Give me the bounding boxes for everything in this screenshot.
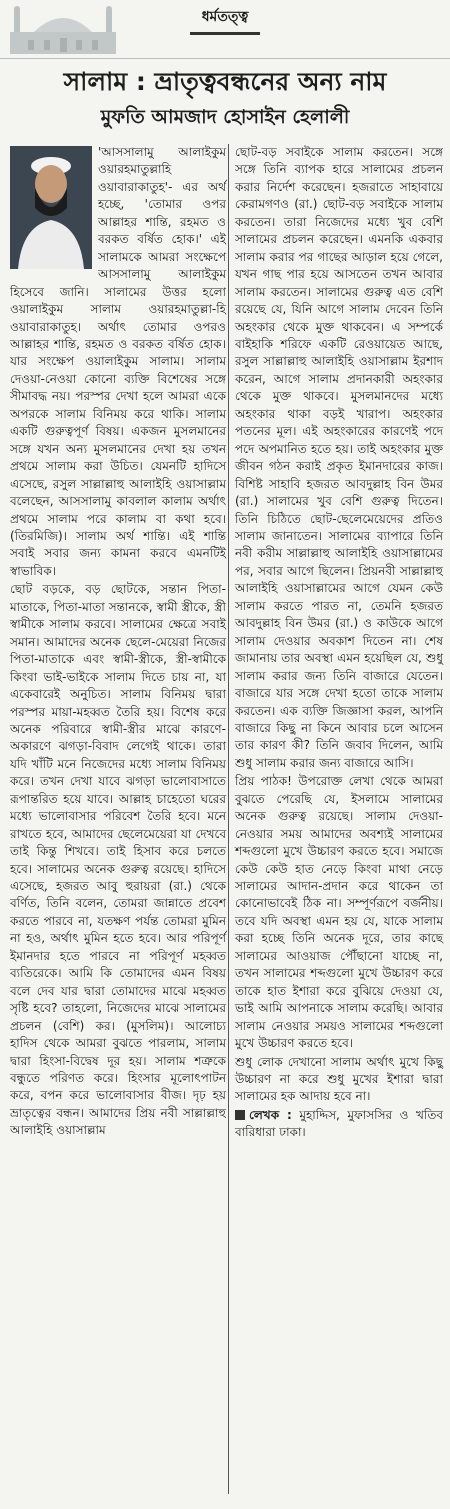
article-paragraph: শুধু লোক দেখানো সালাম অর্থাৎ মুখে কিছু উচ্চারণ না করে শুধু মুখের ইশারা দ্বারা সালামের হক আদায় হবে না। <box>235 1054 443 1104</box>
author-note <box>235 1107 443 1142</box>
author-portrait-icon <box>10 146 92 269</box>
article-paragraph: ছোট বড়কে, বড় ছোটকে, সন্তান পিতা-মাতাকে, পিতা-মাতা সন্তানকে, স্বামী স্ত্রীকে, স্ত্রী স্বামীকে সালাম করবে। সালামের ক্ষেত্রে সবাই সমান। আমাদের অনেক ছেলে-মেয়েরা নিজের পিতা-মাতাকে এবং স্বামী-স্ত্রীকে, স্ত্রী-স্বামীকে কিংবা ভাই-ভাইকে সালাম দিতে চায় না, যা একেবারেই অনুচিত। সালাম বিনিময় দ্বারা পরস্পর মায়া-মহব্বত তৈরি হয়। বিশেষ করে অনেক পরিবারে স্বামী-স্ত্রীর মাঝে কারণে-অকারণে ঝগড়া-বিবাদ লেগেই থাকে। তারা যদি খাঁটি মনে নিজেদের মধ্যে সালাম বিনিময় করে। তখন দেখা যাবে ঝগড়া ভালোবাসাতে রূপান্তরিত হয়ে যাবে। আল্লাহ চাহেতো ঘরের মধ্যে ভালোবাসার পরিবেশ তৈরি হবে। মনে রাখতে হবে, আমাদের ছেলেমেয়েরা যা দেখবে তাই কিন্তু শিখবে। তাই হিসাব করে চলতে হবে। সালামের অনেক গুরুত্ব রয়েছে। হাদিসে এসেছে, হজরত আবু হুরায়রা (রা.) থেকে বর্ণিত, তিনি বলেন, তোমরা জান্নাতে প্রবেশ করতে পারবে না, যতক্ষণ পর্যন্ত তোমরা মুমিন না হও, অর্থাৎ মুমিন হতে হবে। আর পরিপূর্ণ ইমানদার হতে পারবে না পরিপূর্ণ মহব্বত ব্যতিরেকে। আমি কি তোমাদের এমন বিষয় বলে দেব যার দ্বারা তোমাদের মাঝে মহব্বত সৃষ্টি হবে? তাহলো, নিজেদের মাঝে সালামের প্রচলন (বেশি) কর। (মুসলিম)। আলোচ্য হাদিস থেকে আমরা বুঝতে পারলাম, সালাম দ্বারা হিংসা-বিদ্বেষ দূর হয়। সালাম শত্রুকে বন্ধুতে পরিণত করে। হিংসার মূলোৎপাটন করে, বপন করে ভালোবাসার বীজ। দৃঢ় হয় ভ্রাতৃত্বের বন্ধন। আমাদের প্রিয় নবী সাল্লাল্লাহু আলাইহি ওয়াসাল্লাম <box>10 582 226 1138</box>
article-headline: সালাম : ভ্রাতৃত্ববন্ধনের অন্য নাম <box>63 67 387 96</box>
article-paragraph: 'আসসালামু আলাইকুম ওয়ারহমাতুল্লাহি ওয়াবারাকাতুহ'- এর অর্থ হচ্ছে, 'তোমার ওপর আল্লাহর শান্তি, রহমত ও বরকত বর্ষিত হোক।' এই সালামকে আমরা সংক্ষেপে আসসালামু আলাইকুম হিসেবে জানি। সালামের উত্তর হলো ওয়ালাইকুম সালাম ওয়ারহমাতুল্লা-হি ওয়াবারাকাতুহ। অর্থাৎ তোমার ওপরও আল্লাহর শান্তি, রহমত ও বরকত বর্ষিত হোক। যার সংক্ষেপ ওয়ালাইকুম সালাম। সালাম দেওয়া-নেওয়া কোনো ব্যক্তি বিশেষের সঙ্গে সীমাবদ্ধ নয়। পরস্পর দেখা হলে আমরা একে অপরকে সালাম বিনিময় করে থাকি। সালাম একটি গুরুত্বপূর্ণ বিষয়। একজন মুসলমানের সঙ্গে যখন অন্য মুসলমানের দেখা হয় তখন প্রথমে সালাম করা উচিত। যেমনটি হাদিসে এসেছে, রসুল সাল্লাল্লাহু আলাইহি ওয়াসাল্লাম বলেছেন, আসসালামু কাবলাল কালাম অর্থাৎ প্রথমে সালাম পরে কালাম বা কথা হবে। (তিরমিজি)। সালাম অর্থ শান্তি। এই শান্তি সবাই সবার জন্য কামনা করবে এমনটিই স্বাভাবিক। <box>10 145 226 578</box>
square-bullet-icon <box>235 1110 245 1120</box>
column-divider <box>228 144 229 1494</box>
article-byline: মুফতি আমজাদ হোসাইন হেলালী <box>100 106 350 128</box>
author-note-text: মুহাদ্দিস, মুফাসসির ও খতিব বারিধারা ঢাকা। <box>235 1107 444 1140</box>
article-column-left <box>10 144 226 1141</box>
author-photo <box>10 146 92 269</box>
author-note-label: লেখক : <box>249 1107 292 1122</box>
article-paragraph: প্রিয় পাঠক! উপরোক্ত লেখা থেকে আমরা বুঝতে পেরেছি যে, ইসলামে সালামের অনেক গুরুত্ব রয়েছে। সালাম দেওয়া-নেওয়ার সময় আমাদের অবশ্যই সালামের শব্দগুলো মুখে উচ্চারণ করতে হবে। সমাজে কেউ কেউ হাত নেড়ে কিংবা মাথা নেড়ে সালামের আদান-প্রদান করে থাকেন তা কোনোভাবেই ঠিক না। সম্পূর্ণরূপে বর্জনীয়। তবে যদি অবস্থা এমন হয় যে, যাকে সালাম করা হচ্ছে তিনি অনেক দূরে, তার কাছে সালামের আওয়াজ পৌঁছানো যাচ্ছে না, তখন সালামের শব্দগুলো মুখে উচ্চারণ করে তাকে হাত ইশারা করে বুঝিয়ে দেওয়া যে, ভাই আমি আপনাকে সালাম করেছি। আবার সালাম নেওয়ার সময়ও সালামের শব্দগুলো মুখে উচ্চারণ করতে হবে। <box>235 774 443 1051</box>
section-title: ধর্মতত্ত্ব <box>0 5 450 35</box>
article-column-right <box>235 144 443 1143</box>
article-paragraph: ছোট-বড় সবাইকে সালাম করতেন। সঙ্গে সঙ্গে তিনি ব্যাপক হারে সালামের প্রচলন করার নির্দেশ করেছেন। হজরাতে সাহাবায়ে কেরামগণও (রা.) ছোট-বড় সবাইকে সালাম করতেন। তারা নিজেদের মধ্যে খুব বেশি সালামের প্রচলন করেছেন। এমনকি একবার সালাম করার পর গাছের আড়াল হয়ে গেলে, যখন গাছ পার হয়ে আসতেন তখন আবার সালাম করতেন। সালামের গুরুত্ব এত বেশি রয়েছে যে, যিনি আগে সালাম দেবেন তিনি অহংকার থেকে মুক্ত থাকবেন। এ সম্পর্কে বাইহাকি শরিফে একটি রেওয়ায়েত আছে, রসুল সাল্লাল্লাহু আলাইহি ওয়াসাল্লাম ইরশাদ করেন, আগে সালাম প্রদানকারী অহংকার থেকে মুক্ত থাকবে। মুসলমানদের মধ্যে অহংকার থাকা বড়ই খারাপ। অহংকার পতনের মূল। এই অহংকারের কারণেই পদে পদে অপমানিত হতে হয়। তাই অহংকার মুক্ত জীবন গঠন করাই প্রকৃত ইমানদারের কাজ। বিশিষ্ট সাহাবি হজরত আবদুল্লাহ বিন উমর (রা.) সালামের খুব বেশি গুরুত্ব দিতেন। তিনি চিঠিতে ছোট-ছেলেমেয়েদের প্রতিও সালাম জানাতেন। সালামের ব্যাপারে তিনি নবী করীম সাল্লাল্লাহু আলাইহি ওয়াসাল্লামের পর, সবার আগে ছিলেন। প্রিয়নবী সাল্লাল্লাহু আলাইহি ওয়াসাল্লামের আগে যেমন কেউ সালাম করতে পারত না, তেমনি হজরত আবদুল্লাহ বিন উমর (রা.) ও কাউকে আগে সালাম দেওয়ার অবকাশ দিতেন না। শেষ জামানায় তার অবস্থা এমন হয়েছিল যে, শুধু সালাম করার জন্য তিনি বাজারে যেতেন। বাজারে যার সঙ্গে দেখা হতো তাকে সালাম করতেন। এক ব্যক্তি জিজ্ঞাসা করল, আপনি বাজারে কিছু না কিনে আবার চলে আসেন তার কারণ কী? তিনি জবাব দিলেন, আমি শুধু সালাম করার জন্য বাজারে আসি। <box>235 145 443 770</box>
section-header <box>0 0 450 59</box>
